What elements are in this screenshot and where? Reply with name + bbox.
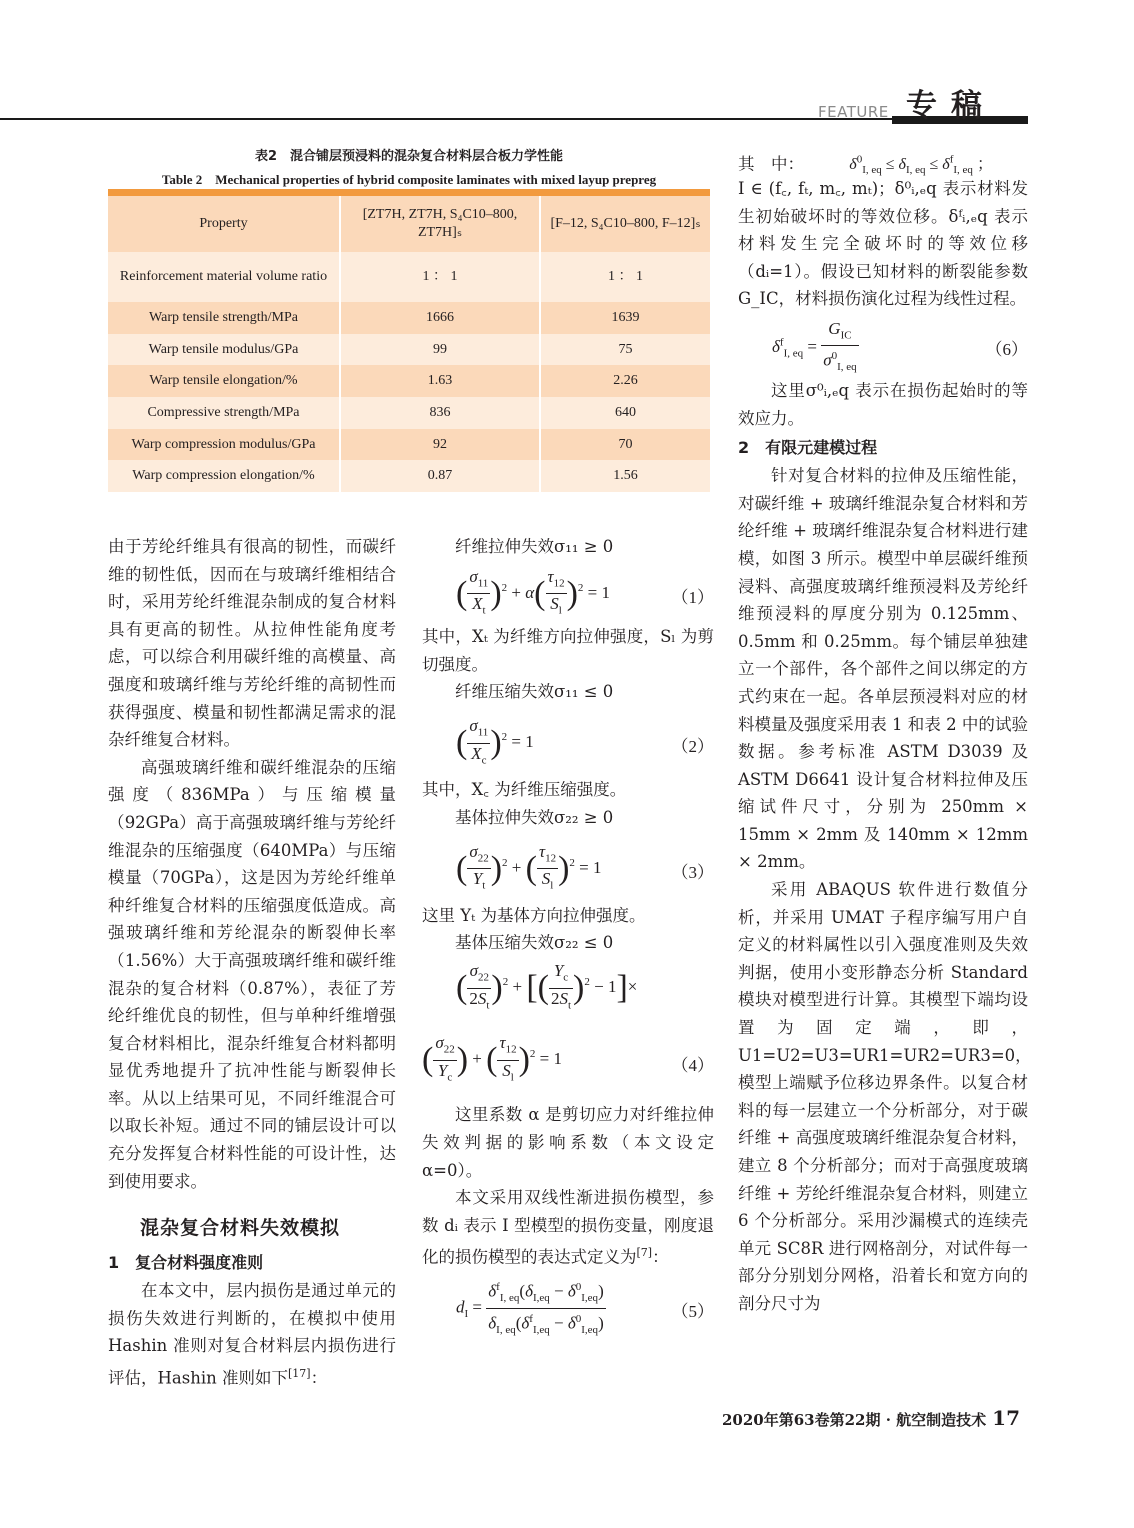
table-header-row (108, 196, 710, 252)
table-header-cell: Property (108, 196, 340, 252)
equation-4 (422, 957, 714, 1101)
table-row (108, 302, 710, 334)
page-footer (722, 1406, 1020, 1430)
equation-number: （4） (671, 1056, 714, 1076)
equation-body-line-2: ( $\frac{\sigma_{22}}{Y_c}$ ) + ( $\frac{\tau_{12}}{S_l}$ )$^2$ = 1 (422, 1033, 562, 1084)
equation-body: $d_I$ = $\frac{\delta^f_{I, eq}(\delta_{I,eq} - \delta^0_{I,eq})}{\delta_{I, eq}(\delta^f_{I,eq} - \delta^0_{I,eq})}$ (456, 1277, 606, 1340)
table-cell: 0.87 (340, 460, 540, 492)
criterion-label: 基体拉伸失效σ₂₂ ≥ 0 (455, 807, 614, 827)
column-3 (738, 147, 1032, 1318)
punctuation: ： (652, 1247, 669, 1267)
paragraph: 针对复合材料的拉伸及压缩性能，对碳纤维 + 玻璃纤维混杂复合材料和芳纶纤维 + 玻璃纤维混杂复合材料进行建模，如图 3 所示。模型中单层碳纤维预浸料、高强度玻璃纤维预浸料及芳纶纤维预浸料的厚度分别为 0.125mm、0.5mm 和 0.25mm。每个铺层单独建立一个部件，各个部件之间以绑定的方式约束在一起。各单层预浸料对应的材料模量及强度采用表 1 和表 2 中的试验数据。参考标准 ASTM D3039 及 ASTM D6641 设计复合材料拉伸及压缩试件尺寸，分别为 250mm × 15mm × 2mm 及 140mm × 12mm × 2mm。 (738, 466, 1028, 872)
table-row (108, 429, 710, 461)
feature-label: FEATURE (818, 103, 889, 121)
subsection-heading: 1 复合材料强度准则 (108, 1253, 264, 1273)
table-row (108, 365, 710, 397)
table-cell: Warp compression modulus/GPa (108, 429, 340, 461)
citation: [17] (287, 1367, 311, 1381)
table-header-cell: [ZT7H, ZT7H, S₄C10–800, ZT7H]ₛ (340, 196, 540, 252)
equation-number: （1） (671, 588, 714, 607)
table-row (108, 334, 710, 366)
paragraph-lead (738, 147, 1028, 175)
table-cell: Warp tensile elongation/% (108, 365, 340, 397)
column-2 (422, 533, 714, 1355)
table-cell: 1.63 (340, 365, 540, 397)
equation-number: （5） (671, 1302, 714, 1322)
table-cell: 75 (540, 334, 710, 366)
equation-body: ( $\frac{\sigma_{22}}{Y_t}$ )$^2$ + ( $\frac{\tau_{12}}{S_l}$ )$^2$ = 1 (456, 841, 602, 892)
citation: [7] (636, 1246, 653, 1260)
paragraph-text: 本文采用双线性渐进损伤模型，参数 dᵢ 表示 I 型模型的损伤变量，刚度退化的损伤模型的表达式定义为 (422, 1188, 714, 1267)
paragraph: 高强玻璃纤维和碳纤维混杂的压缩强度（836MPa）与压缩模量（92GPa）高于高强玻璃纤维与芳纶纤维混杂的压缩强度（640MPa）与压缩模量（70GPa），这是因为芳纶纤维单种纤维复合材料的压缩强度低造成。高强玻璃纤维和芳纶混杂的断裂伸长率（1.56%）大于高强玻璃纤维和碳纤维混杂的复合材料（0.87%），表征了芳纶纤维优良的韧性，但与单种纤维增强复合材料相比，混杂纤维复合材料都明显优秀地提升了抗冲性能与断裂伸长率。从以上结果可见，不同纤维混合可以取长补短。通过不同的铺层设计可以充分发挥复合材料性能的可设计性，达到使用要求。 (108, 757, 396, 1191)
table-cell: 1 ： 1 (540, 252, 710, 302)
table-cell: 1666 (340, 302, 540, 334)
table-cell: 1 ： 1 (340, 252, 540, 302)
table-cell: 640 (540, 397, 710, 429)
table-cell: 70 (540, 429, 710, 461)
equation-body: ( $\frac{\sigma_{11}}{X_c}$ )$^2$ = 1 (456, 716, 534, 766)
equation-body: $\delta^f_{I, eq}$ = $\frac{G_{IC}}{\sigma^0_{I, eq}}$ (772, 318, 857, 374)
inline-equation: $\delta^0_{I, eq} \le \delta_{I, eq} \le \delta^f_{I, eq}$ ； (849, 154, 993, 177)
table-cell: 1.56 (540, 460, 710, 492)
equation-1 (422, 563, 714, 623)
paragraph-text: 在本文中，层内损伤是通过单元的损伤失效进行判断的，在模拟中使用 Hashin 准则对复合材料层内损伤进行评估，Hashin 准则如下 (108, 1281, 396, 1388)
table-cell: 2.26 (540, 365, 710, 397)
paragraph: I ∈ (f꜀, fₜ, m꜀, mₜ)；δ⁰ᵢ,ₑq 表示材料发生初始破坏时的等效位移。δᶠᵢ,ₑq 表示材料发生完全破坏时的等效位移（dᵢ=1）。假设已知材料的断裂能参数 G_IC，材料损伤演化过程为线性过程。 (738, 179, 1028, 309)
subsection-heading: 2 有限元建模过程 (738, 438, 878, 458)
table-cell: 92 (340, 429, 540, 461)
equation-number: （2） (671, 737, 714, 757)
paragraph: 其中，X꜀ 为纤维压缩强度。 (422, 780, 627, 800)
paragraph: 其中，Xₜ 为纤维方向拉伸强度，Sₗ 为剪切强度。 (422, 627, 714, 674)
equation-body-line-1: ( $\frac{\sigma_{22}}{2S_t}$ )$^2$ + [( $\frac{Y_c}{2S_t}$ )$^2$ − 1]× (456, 961, 638, 1012)
paragraph: 由于芳纶纤维具有很高的韧性，而碳纤维的韧性低，因而在与玻璃纤维相结合时，采用芳纶纤维混杂制成的复合材料具有更高的韧性。从拉伸性能角度考虑，可以综合利用碳纤维的高模量、高强度和玻璃纤维与芳纶纤维的高韧性而获得强度、模量和韧性都满足需求的混杂纤维复合材料。 (108, 537, 396, 750)
table-row (108, 397, 710, 429)
equation-6 (738, 313, 1028, 377)
table-caption-zh: 表2 混合铺层预浸料的混杂复合材料层合板力学性能 (254, 149, 564, 164)
table-top-rule (108, 189, 710, 196)
table-cell: 836 (340, 397, 540, 429)
equation-3 (422, 832, 714, 902)
equation-5 (422, 1271, 714, 1355)
table-row (108, 252, 710, 302)
column-1 (108, 533, 396, 1392)
equation-body: ( $\frac{\sigma_{11}}{X_t}$ )$^2$ + α( $\frac{\tau_{12}}{S_l}$ )$^2$ = 1 (456, 567, 611, 617)
table-cell: 99 (340, 334, 540, 366)
table-cell: 1639 (540, 302, 710, 334)
paragraph: 采用 ABAQUS 软件进行数值分析，并采用 UMAT 子程序编写用户自定义的材料属性以引入强度准则及失效判据，使用小变形静态分析 Standard 模块对模型进行计算。其模型下端均设置为固定端，即，U1=U2=U3=UR1=UR2=UR3=0，模型上端赋予位移边界条件。以复合材料的每一层建立一个分析部分，对于碳纤维 + 高强度玻璃纤维混杂复合材料，建立 8 个分析部分；而对于高强度玻璃纤维 + 芳纶纤维混杂复合材料，则建立 6 个分析部分。采用沙漏模式的连续壳单元 SC8R 进行网格剖分，对试件每一部分分别划分网格，沿着长和宽方向的剖分尺寸为 (738, 880, 1032, 1313)
table-header-cell: [F–12, S₄C10–800, F–12]ₛ (540, 196, 710, 252)
table-cell: Compressive strength/MPa (108, 397, 340, 429)
paragraph (422, 1184, 714, 1271)
equation-2 (422, 706, 714, 776)
table-caption-en: Table 2 Mechanical properties of hybrid composite laminates with mixed layup prepreg (161, 172, 657, 187)
paragraph: 这里 Yₜ 为基体方向拉伸强度。 (422, 905, 646, 925)
table-row (108, 460, 710, 492)
punctuation: ： (310, 1368, 328, 1388)
page-number: 17 (992, 1406, 1021, 1430)
paragraph-text: 其 中： (738, 154, 804, 174)
section-label: 专稿 (906, 88, 996, 124)
paragraph: 这里系数 α 是剪切应力对纤维拉伸失效判据的影响系数（本文设定 α=0）。 (422, 1105, 714, 1180)
paragraph (108, 1277, 396, 1392)
properties-table (108, 196, 710, 492)
issue-info: 2020年第63卷第22期 · 航空制造技术 (722, 1411, 987, 1429)
equation-number: （6） (985, 339, 1028, 359)
criterion-label: 纤维拉伸失效σ₁₁ ≥ 0 (455, 537, 614, 556)
paragraph: 这里σ⁰ᵢ,ₑq 表示在损伤起始时的等效应力。 (738, 380, 1028, 428)
criterion-label: 基体压缩失效σ₂₂ ≤ 0 (455, 933, 614, 953)
table-cell: Warp compression elongation/% (108, 460, 340, 492)
equation-number: （3） (671, 862, 714, 882)
section-heading: 混杂复合材料失效模拟 (140, 1217, 341, 1240)
table-cell: Warp tensile strength/MPa (108, 302, 340, 334)
table-cell: Warp tensile modulus/GPa (108, 334, 340, 366)
criterion-label: 纤维压缩失效σ₁₁ ≤ 0 (455, 682, 614, 702)
table-cell: Reinforcement material volume ratio (108, 252, 340, 302)
